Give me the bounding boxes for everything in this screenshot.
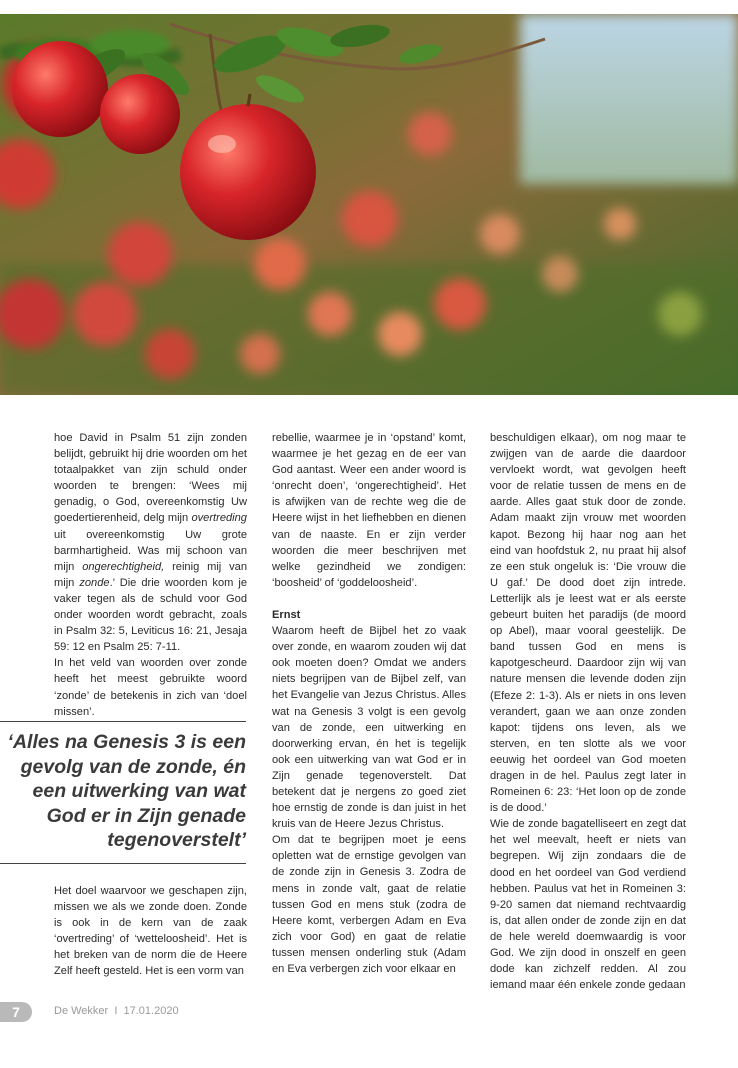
paragraph: Het doel waarvoor we geschapen zijn, missen we als we zonde doen. Zonde is ook in de kern van de zaak ‘overtreding’ of ‘wetteloosheid’. Het is het breken van de norm die de Heere Zelf heeft gesteld. Het is een vorm van [54, 885, 247, 978]
paragraph: In het veld van woorden over zonde heeft het meest gebruikte woord ‘zonde’ de betekenis in zich van ‘doel missen’. [54, 657, 247, 718]
paragraph: Wie de zonde bagatelliseert en zegt dat het wel meevalt, heeft er niets van begrepen. Wij zijn zondaars die de dood en het oordeel van God verdiend hebben. Paulus vat het in Romeinen 3: 9-20 samen dat niemand rechtvaardig is, dat allen onder de zonde zijn en dat de hele wereld doemwaardig is voor God. We zijn dood in onszelf en geen dode kan zichzelf redden. Al zou iemand maar één enkele zonde gedaan [490, 818, 686, 992]
publication-info [54, 1005, 179, 1017]
paragraph: rebellie, waarmee je in ‘opstand’ komt, waarmee je het gezag en de eer van God aantast. Weer een ander woord is ‘onrecht doen’, ‘ongerechtigheid’. Het is afwijken van de rechte weg die de Heere wijst in het liefhebben en dienen van de naaste. En er zijn verder woorden die meer beschrijven met welke gezindheid we zondigen: ‘boosheid’ of ‘goddeloosheid’. [272, 432, 466, 589]
separator: I [114, 1005, 118, 1017]
section-heading: Ernst [272, 608, 301, 621]
page-footer [0, 1002, 400, 1024]
paragraph: beschuldigen elkaar), om nog maar te zwijgen van de aarde die daardoor vervloekt wordt, wat gevolgen heeft voor de relatie tussen de mens en de aarde. Alles gaat stuk door de zonde. Adam maakt zijn vrouw met woorden kapot. Bezong hij haar nog aan het eind van hoofdstuk 2, nu praat hij alsof ze een stuk ongeluk is: ‘Die vrouw die U gaf.’ De dood doet zijn intrede. Letterlijk als je leest wat er als eerste gebeurt buiten het paradijs (de moord op Abel), maar vooral geestelijk. De band tussen God en mens is kapotgescheurd. Daardoor zijn wij van nature mensen die levende doden zijn (Efeze 2: 1-3). Als er niets in ons leven verandert, gaan we aan onze zonden kapot: tijdens ons leven, als we sterven, en ten slotte als we voor eeuwig het oordeel van God moeten dragen in de hel. Paulus zegt later in Romeinen 6: 23: ‘Het loon op de zonde is de dood.’ [490, 432, 686, 815]
apple-orchard-illustration [0, 14, 738, 395]
paragraph: Om dat te begrijpen moet je eens opletten wat de ernstige gevolgen van de zonde zijn in Genesis 3. Zodra de mens in zonde valt, gaat de relatie tussen God en mens stuk (zodra de Heere komt, verbergen Adam en Eva zich voor God) en gaat de relatie tussen mensen onderling stuk (Adam en Eva verbergen zich voor elkaar en [272, 834, 466, 975]
column-1-top [54, 430, 247, 720]
publication-name: De Wekker [54, 1005, 109, 1017]
column-3 [490, 430, 686, 993]
pull-quote [0, 721, 246, 864]
pull-quote-text: ‘Alles na Genesis 3 is een gevolg van de zonde, én een uitwerking van wat God er in Zijn genade tegenoverstelt’ [7, 731, 246, 851]
page-number: 7 [0, 1002, 32, 1022]
issue-date: 17.01.2020 [123, 1005, 179, 1017]
hero-image [0, 14, 738, 395]
column-1-bottom [54, 883, 247, 980]
paragraph: hoe David in Psalm 51 zijn zonden belijdt, gebruikt hij drie woorden om het totaalpakket van zijn schuld onder woorden te brengen: ‘Wees mij genadig, o God, overeenkomstig Uw goedertierenheid, delg mijn overtreding uit overeenkomstig Uw grote barmhartigheid. Was mij schoon van mijn ongerechtigheid, reinig mij van mijn zonde.’ Die drie woorden kom je vaker tegen als de schuld voor God onder woorden wordt gebracht, zoals in Psalm 32: 5, Leviticus 16: 21, Jesaja 59: 12 en Psalm 25: 7-11. [54, 432, 248, 654]
paragraph: Waarom heeft de Bijbel het zo vaak over zonde, en waarom zouden wij dat ook moeten doen? Omdat we anders niets begrijpen van de Bijbel zelf, van het Evangelie van Jezus Christus. Alles wat na Genesis 3 volgt is een gevolg van de zonde, een uitwerking en doorwerking ervan, én het is tegelijk ook een uitwerking van wat God er in Zijn genade tegenoverstelt. Dat betekent dat je nergens zo goed ziet hoe ernstig de zonde is dan juist in het kruis van de Heere Jezus Christus. [272, 625, 466, 831]
column-2 [272, 430, 466, 977]
